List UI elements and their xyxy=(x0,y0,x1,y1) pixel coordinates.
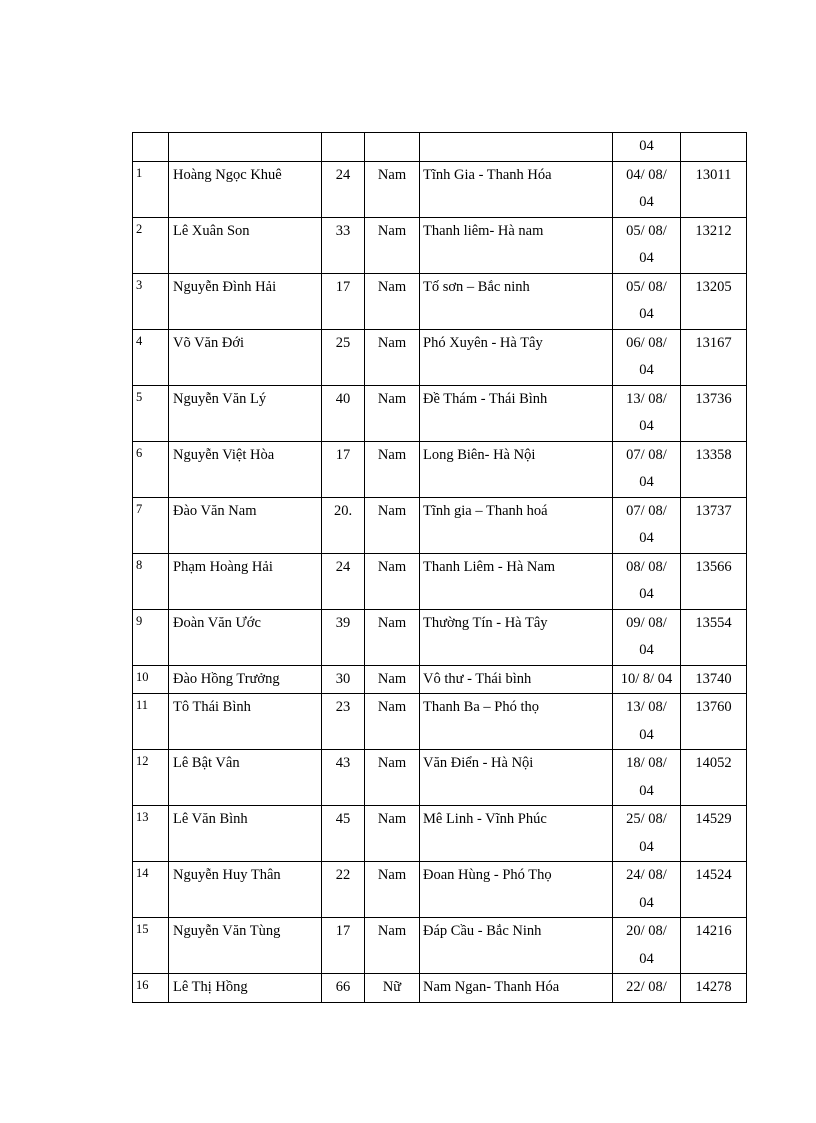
cell-date xyxy=(613,441,681,497)
table-row xyxy=(133,862,747,918)
cell-date xyxy=(613,273,681,329)
table-row xyxy=(133,385,747,441)
cell-name: Lê Thị Hồng xyxy=(169,974,322,1003)
cell-name: Nguyễn Việt Hòa xyxy=(169,441,322,497)
cell-sex: Nam xyxy=(365,329,420,385)
table-row xyxy=(133,273,747,329)
table-row-continuation xyxy=(133,133,747,162)
cell-date xyxy=(613,918,681,974)
cell-age: 17 xyxy=(322,273,365,329)
date-line-1: 04/ 08/ xyxy=(626,166,667,183)
cell-address: Đáp Cầu - Bắc Ninh xyxy=(420,918,613,974)
date-line-2: 04 xyxy=(639,782,654,799)
table-row xyxy=(133,553,747,609)
cell-name: Nguyễn Văn Tùng xyxy=(169,918,322,974)
cell-age: 17 xyxy=(322,918,365,974)
cell-name: Nguyễn Văn Lý xyxy=(169,385,322,441)
cell-date xyxy=(613,806,681,862)
cell-address: Đề Thám - Thái Bình xyxy=(420,385,613,441)
cell-name: Lê Văn Bình xyxy=(169,806,322,862)
table-row xyxy=(133,441,747,497)
cell-sex: Nam xyxy=(365,553,420,609)
cell-code: 14524 xyxy=(681,862,747,918)
date-line-2: 04 xyxy=(639,838,654,855)
cell-name: Đào Hồng Trưởng xyxy=(169,665,322,694)
cell-age xyxy=(322,133,365,162)
cell-date xyxy=(613,553,681,609)
cell-age: 39 xyxy=(322,609,365,665)
table-row xyxy=(133,974,747,1003)
date-line-1: 07/ 08/ xyxy=(626,446,667,463)
cell-code: 13740 xyxy=(681,665,747,694)
date-line-2: 04 xyxy=(639,250,654,266)
date-line-2: 04 xyxy=(639,194,654,210)
date-line-1: 13/ 08/ xyxy=(626,699,667,715)
cell-no: 8 xyxy=(133,553,169,609)
cell-sex: Nam xyxy=(365,273,420,329)
cell-no: 13 xyxy=(133,806,169,862)
date-line-2: 04 xyxy=(639,306,654,322)
cell-code: 13212 xyxy=(681,217,747,273)
cell-age: 17 xyxy=(322,441,365,497)
cell-date xyxy=(613,497,681,553)
table-row xyxy=(133,497,747,553)
table-row xyxy=(133,217,747,273)
date-line-1: 08/ 08/ xyxy=(626,558,667,575)
cell-sex: Nam xyxy=(365,609,420,665)
cell-age: 20. xyxy=(322,497,365,553)
cell-address: Vô thư - Thái bình xyxy=(420,665,613,694)
cell-no: 15 xyxy=(133,918,169,974)
cell-code: 13737 xyxy=(681,497,747,553)
cell-date xyxy=(613,694,681,750)
cell-no: 6 xyxy=(133,441,169,497)
date-line-1: 22/ 08/ xyxy=(626,979,667,995)
cell-no: 7 xyxy=(133,497,169,553)
table-row xyxy=(133,609,747,665)
cell-date xyxy=(613,161,681,217)
cell-date xyxy=(613,750,681,806)
cell-no: 10 xyxy=(133,665,169,694)
cell-date xyxy=(613,385,681,441)
cell-name: Nguyễn Huy Thân xyxy=(169,862,322,918)
date-line-1: 13/ 08/ xyxy=(626,390,667,407)
cell-address: Mê Linh - Vĩnh Phúc xyxy=(420,806,613,862)
date-line-1: 20/ 08/ xyxy=(626,923,667,939)
cell-address: Tĩnh Gia - Thanh Hóa xyxy=(420,161,613,217)
cell-date xyxy=(613,974,681,1003)
cell-address: Thanh Ba – Phó thọ xyxy=(420,694,613,750)
cell-age: 25 xyxy=(322,329,365,385)
cell-date xyxy=(613,609,681,665)
cell-age: 30 xyxy=(322,665,365,694)
cell-name: Võ Văn Đới xyxy=(169,329,322,385)
cell-code: 13011 xyxy=(681,161,747,217)
cell-no: 14 xyxy=(133,862,169,918)
date-line-1: 09/ 08/ xyxy=(626,614,667,631)
cell-no: 5 xyxy=(133,385,169,441)
cell-name: Đoàn Văn Ước xyxy=(169,609,322,665)
cell-code: 14052 xyxy=(681,750,747,806)
date-line-1: 24/ 08/ xyxy=(626,867,667,883)
cell-sex: Nam xyxy=(365,694,420,750)
cell-code: 14278 xyxy=(681,974,747,1003)
cell-sex: Nam xyxy=(365,750,420,806)
cell-name: Phạm Hoàng Hải xyxy=(169,553,322,609)
cell-no: 3 xyxy=(133,273,169,329)
cell-age: 24 xyxy=(322,553,365,609)
cell-address: Nam Ngan- Thanh Hóa xyxy=(420,974,613,1003)
date-line-2: 04 xyxy=(639,894,654,911)
cell-code xyxy=(681,133,747,162)
cell-sex: Nam xyxy=(365,441,420,497)
cell-no xyxy=(133,133,169,162)
date-line-1: 05/ 08/ xyxy=(626,278,667,295)
cell-name: Nguyễn Đình Hải xyxy=(169,273,322,329)
cell-address: Phó Xuyên - Hà Tây xyxy=(420,329,613,385)
cell-address: Thanh Liêm - Hà Nam xyxy=(420,553,613,609)
cell-sex: Nam xyxy=(365,217,420,273)
cell-sex: Nam xyxy=(365,497,420,553)
cell-age: 23 xyxy=(322,694,365,750)
cell-code: 13760 xyxy=(681,694,747,750)
cell-date xyxy=(613,665,681,694)
cell-name: Tô Thái Bình xyxy=(169,694,322,750)
cell-no: 4 xyxy=(133,329,169,385)
date-line-1: 10/ 8/ 04 xyxy=(620,670,673,687)
cell-date: 04 xyxy=(613,133,681,162)
cell-code: 14216 xyxy=(681,918,747,974)
cell-sex: Nam xyxy=(365,161,420,217)
cell-address: Thường Tín - Hà Tây xyxy=(420,609,613,665)
cell-sex: Nam xyxy=(365,862,420,918)
cell-no: 12 xyxy=(133,750,169,806)
cell-date xyxy=(613,329,681,385)
cell-age: 22 xyxy=(322,862,365,918)
cell-no: 11 xyxy=(133,694,169,750)
table-row xyxy=(133,665,747,694)
cell-address xyxy=(420,133,613,162)
cell-date xyxy=(613,217,681,273)
cell-address: Thanh liêm- Hà nam xyxy=(420,217,613,273)
cell-address: Đoan Hùng - Phó Thọ xyxy=(420,862,613,918)
date-line-2: 04 xyxy=(639,362,654,378)
cell-name: Đào Văn Nam xyxy=(169,497,322,553)
cell-sex: Nữ xyxy=(365,974,420,1003)
date-line-2: 04 xyxy=(639,726,654,743)
cell-code: 14529 xyxy=(681,806,747,862)
date-line-2: 04 xyxy=(639,642,654,658)
cell-code: 13205 xyxy=(681,273,747,329)
cell-age: 40 xyxy=(322,385,365,441)
date-line-1: 25/ 08/ xyxy=(626,811,667,827)
cell-code: 13167 xyxy=(681,329,747,385)
date-line-1: 18/ 08/ xyxy=(626,755,667,771)
cell-no: 9 xyxy=(133,609,169,665)
date-line-2: 04 xyxy=(639,586,654,602)
table-row xyxy=(133,806,747,862)
cell-code: 13566 xyxy=(681,553,747,609)
date-line-2: 04 xyxy=(639,950,654,967)
date-line-2: 04 xyxy=(639,418,654,434)
date-line-1: 06/ 08/ xyxy=(626,334,667,351)
table-row xyxy=(133,694,747,750)
date-line-2: 04 xyxy=(639,530,654,546)
cell-address: Tố sơn – Bắc ninh xyxy=(420,273,613,329)
cell-code: 13554 xyxy=(681,609,747,665)
cell-address: Tĩnh gia – Thanh hoá xyxy=(420,497,613,553)
cell-age: 43 xyxy=(322,750,365,806)
cell-no: 2 xyxy=(133,217,169,273)
table-row xyxy=(133,161,747,217)
cell-name: Lê Xuân Son xyxy=(169,217,322,273)
cell-address: Long Biên- Hà Nội xyxy=(420,441,613,497)
cell-sex: Nam xyxy=(365,918,420,974)
patient-table xyxy=(132,132,747,1003)
table-row xyxy=(133,918,747,974)
cell-sex xyxy=(365,133,420,162)
cell-date xyxy=(613,862,681,918)
cell-name: Lê Bật Vân xyxy=(169,750,322,806)
cell-code: 13736 xyxy=(681,385,747,441)
cell-age: 33 xyxy=(322,217,365,273)
table-row xyxy=(133,750,747,806)
cell-sex: Nam xyxy=(365,806,420,862)
cell-sex: Nam xyxy=(365,385,420,441)
cell-code: 13358 xyxy=(681,441,747,497)
cell-address: Văn Điển - Hà Nội xyxy=(420,750,613,806)
cell-age: 24 xyxy=(322,161,365,217)
cell-name: Hoàng Ngọc Khuê xyxy=(169,161,322,217)
date-line-2: 04 xyxy=(639,474,654,490)
date-line-1: 07/ 08/ xyxy=(626,502,667,519)
cell-age: 66 xyxy=(322,974,365,1003)
table-row xyxy=(133,329,747,385)
cell-no: 1 xyxy=(133,161,169,217)
date-line-1: 05/ 08/ xyxy=(626,222,667,239)
cell-age: 45 xyxy=(322,806,365,862)
cell-sex: Nam xyxy=(365,665,420,694)
cell-name xyxy=(169,133,322,162)
cell-no: 16 xyxy=(133,974,169,1003)
